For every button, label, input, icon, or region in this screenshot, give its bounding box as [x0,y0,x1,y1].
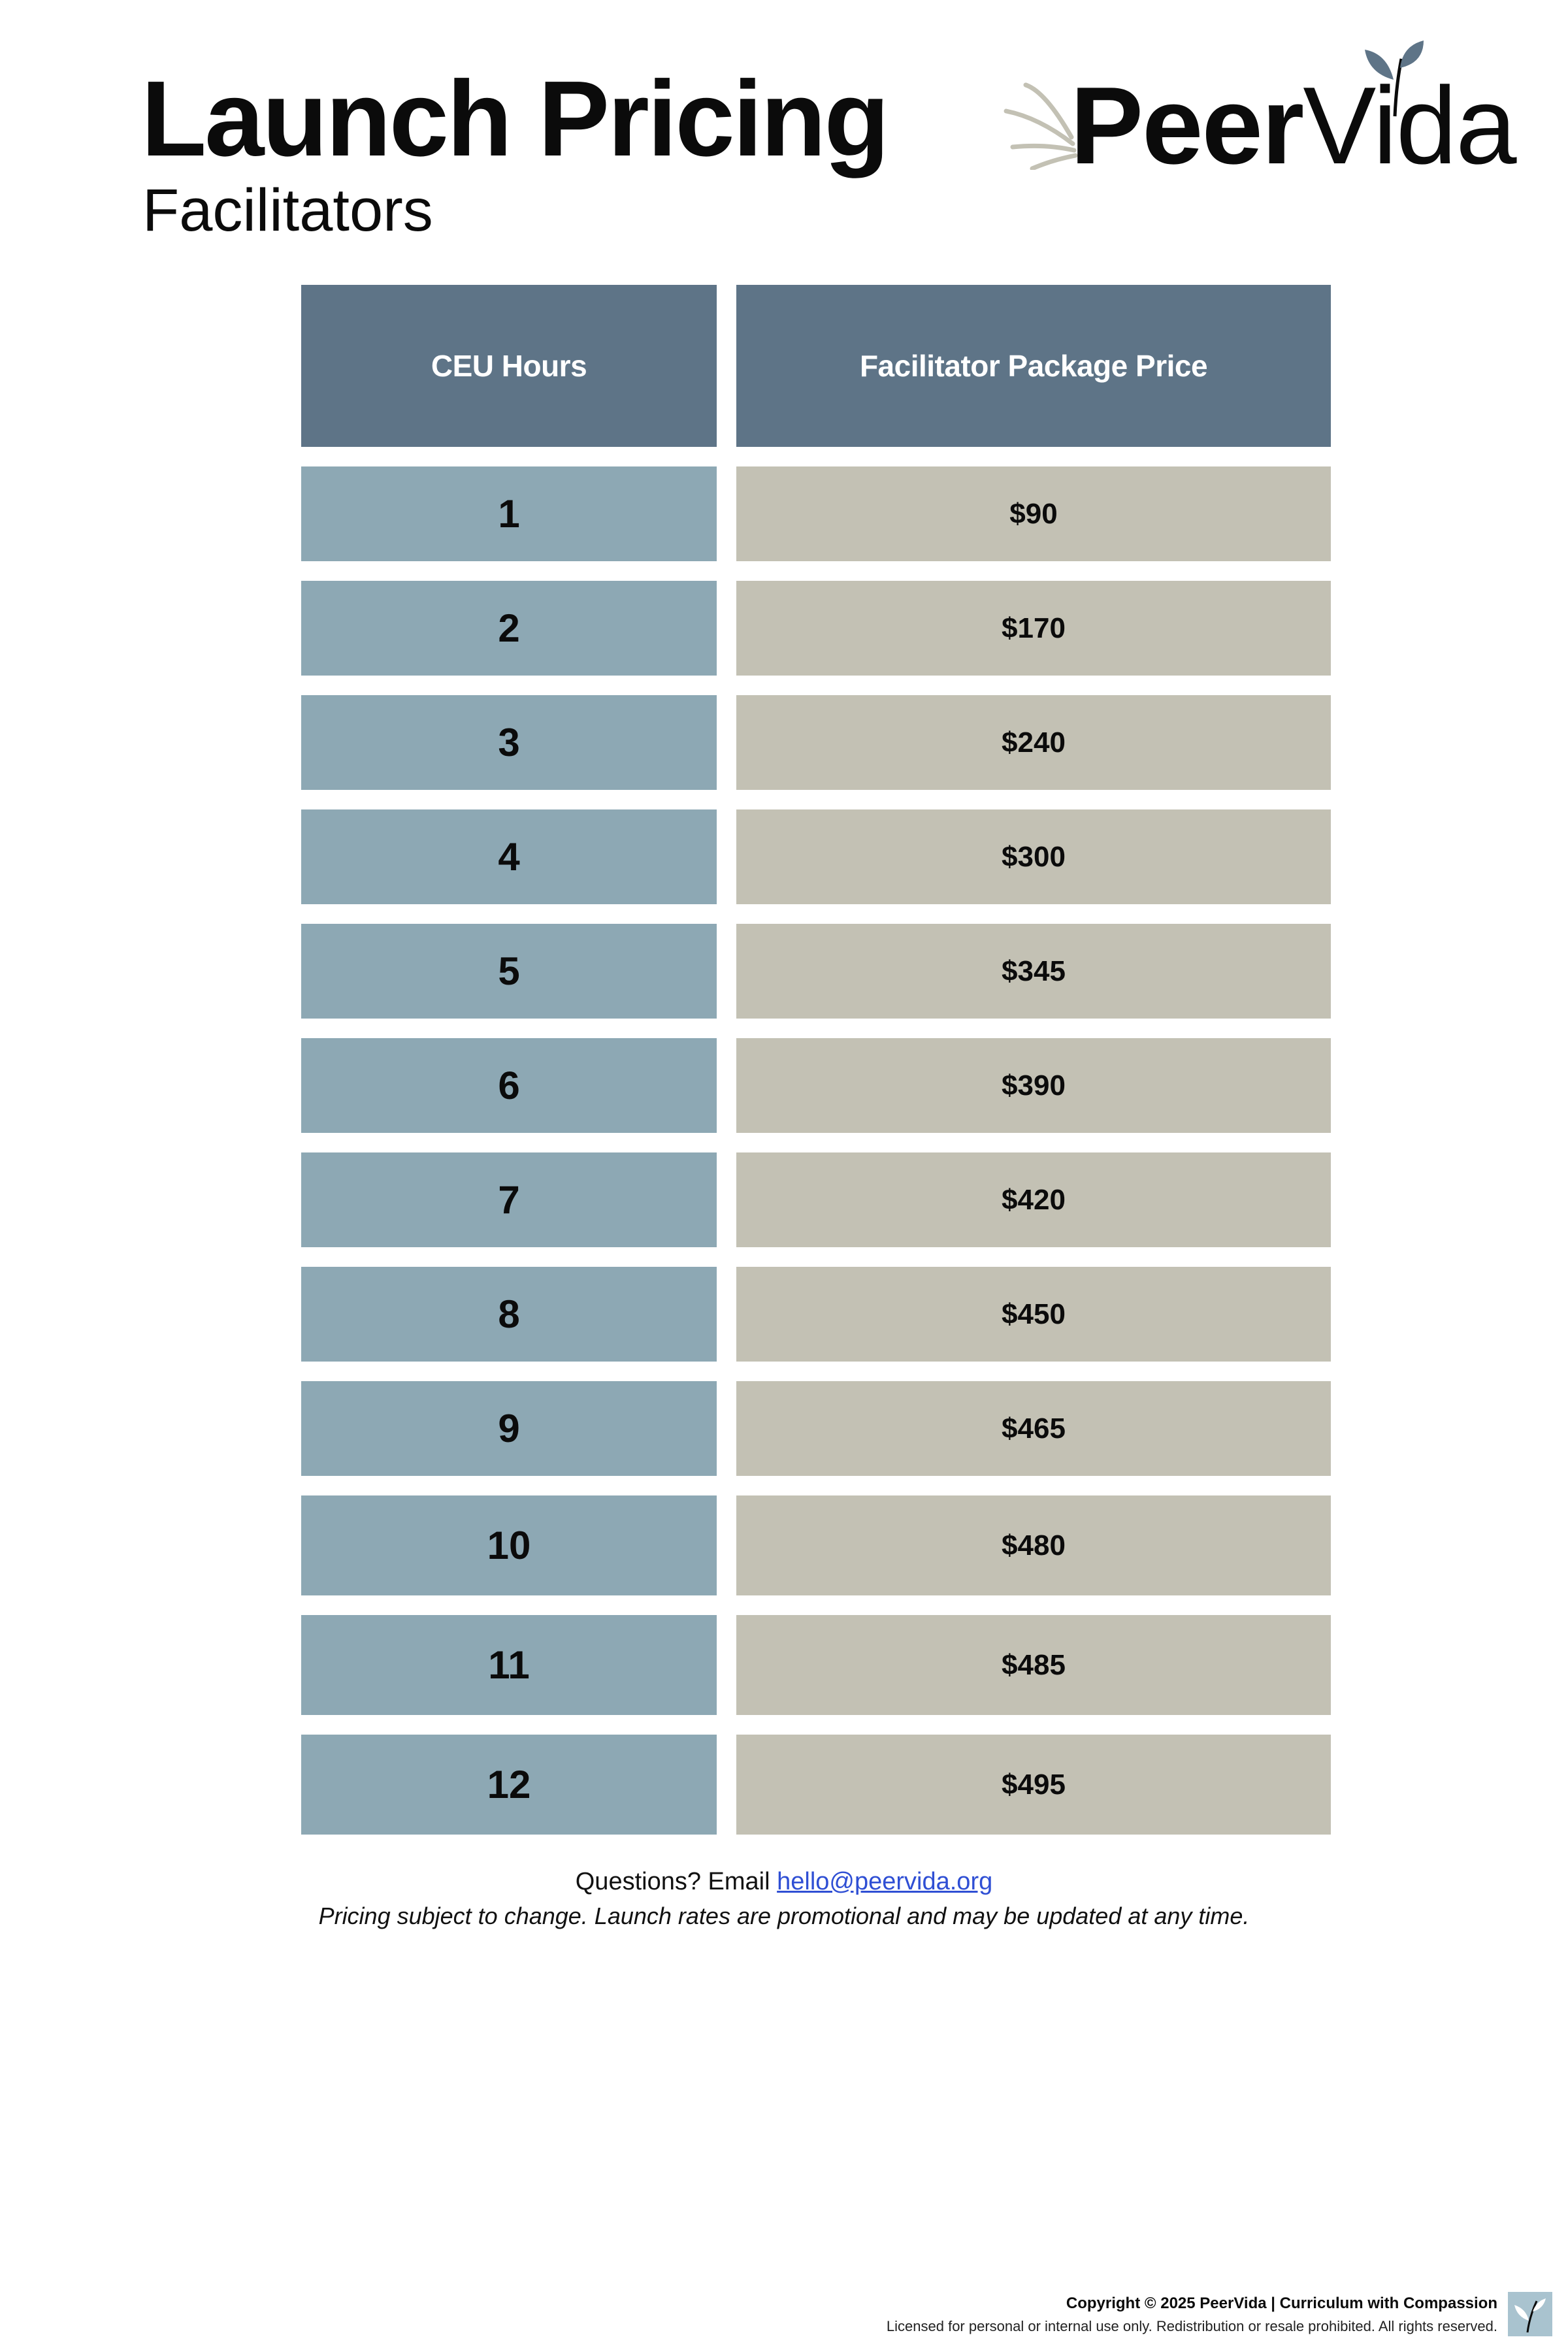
price-cell: $495 [736,1735,1331,1835]
ceu-hours-cell: 9 [301,1381,717,1476]
table-row [301,466,1331,561]
table-row [301,924,1331,1019]
ceu-hours-cell: 10 [301,1495,717,1595]
column-header-package-price: Facilitator Package Price [736,285,1331,447]
table-row [301,1735,1331,1835]
sprout-icon [1508,2292,1552,2336]
ceu-hours-cell: 12 [301,1735,717,1835]
table-row [301,1038,1331,1133]
price-cell: $90 [736,466,1331,561]
price-cell: $345 [736,924,1331,1019]
table-row [301,581,1331,676]
price-cell: $465 [736,1381,1331,1476]
ceu-hours-cell: 11 [301,1615,717,1715]
table-row [301,1381,1331,1476]
logo-rays-icon [1000,72,1078,170]
table-row [301,1152,1331,1247]
license-text: Licensed for personal or internal use only. Redistribution or resale prohibited. All rights reserved. [886,2318,1497,2334]
price-cell: $480 [736,1495,1331,1595]
brand-logo [1000,39,1516,187]
brand-wordmark [1070,64,1516,187]
brand-wordmark-light: Vida [1303,64,1516,187]
ceu-hours-cell: 2 [301,581,717,676]
page-title: Launch Pricing [141,59,888,178]
table-row [301,1495,1331,1595]
column-header-ceu-hours: CEU Hours [301,285,717,447]
price-cell: $300 [736,809,1331,904]
pricing-table [301,285,1331,1854]
table-row [301,1267,1331,1362]
price-cell: $390 [736,1038,1331,1133]
copyright-text: Copyright © 2025 PeerVida | Curriculum with Compassion [1066,2295,1497,2312]
page-subtitle: Facilitators [142,177,433,244]
brand-wordmark-bold: Peer [1070,64,1303,187]
ceu-hours-cell: 4 [301,809,717,904]
ceu-hours-cell: 3 [301,695,717,790]
ceu-hours-cell: 1 [301,466,717,561]
contact-line [0,1867,1568,1897]
price-cell: $420 [736,1152,1331,1247]
table-header-row [301,285,1331,447]
ceu-hours-cell: 8 [301,1267,717,1362]
table-row [301,809,1331,904]
table-row [301,1615,1331,1715]
table-row [301,695,1331,790]
contact-email-link[interactable]: hello@peervida.org [777,1868,993,1895]
ceu-hours-cell: 7 [301,1152,717,1247]
pricing-disclaimer: Pricing subject to change. Launch rates are promotional and may be updated at any time. [318,1903,1250,1929]
price-cell: $450 [736,1267,1331,1362]
ceu-hours-cell: 6 [301,1038,717,1133]
price-cell: $485 [736,1615,1331,1715]
price-cell: $170 [736,581,1331,676]
contact-prefix: Questions? Email [575,1868,777,1895]
price-cell: $240 [736,695,1331,790]
ceu-hours-cell: 5 [301,924,717,1019]
